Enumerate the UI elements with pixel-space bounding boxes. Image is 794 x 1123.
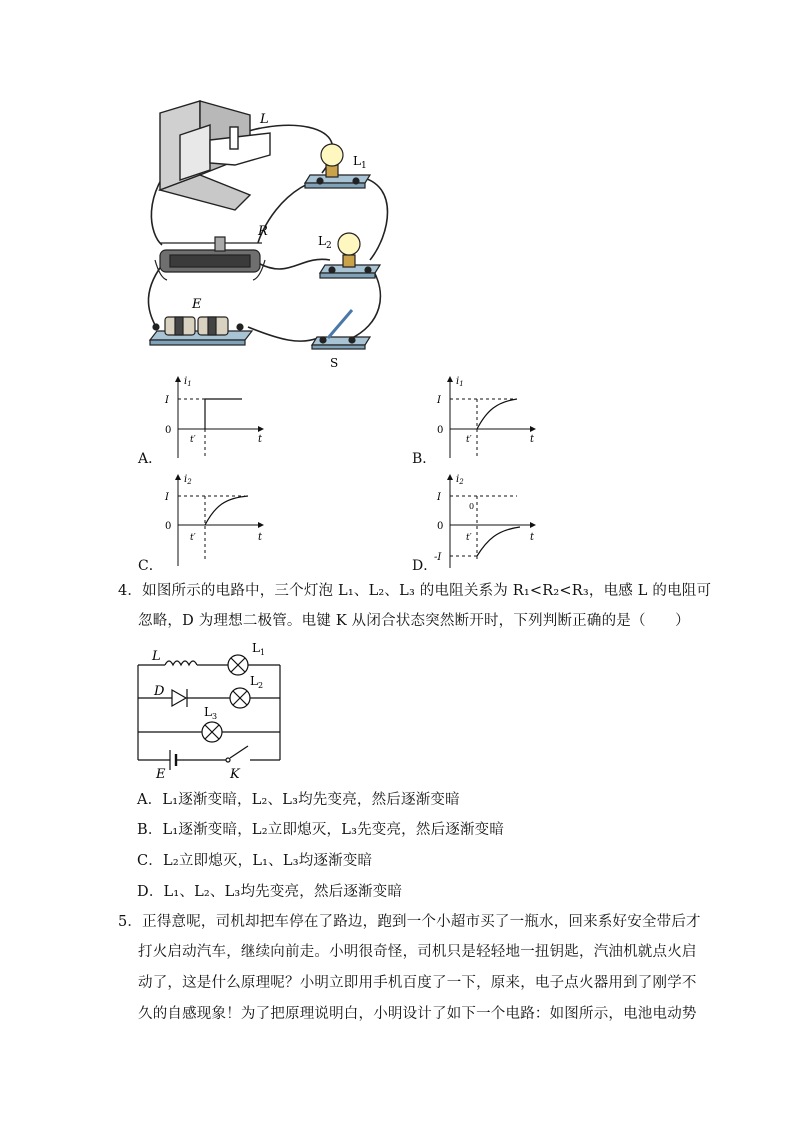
circuit-L1-label: $L_1$ — [252, 641, 266, 657]
svg-text:0: 0 — [165, 425, 172, 436]
battery — [150, 317, 252, 345]
svg-text:t: t — [530, 532, 535, 543]
svg-text:i1: $i_1$ — [456, 376, 464, 388]
switch — [312, 310, 370, 349]
q5-line1: 5．正得意呢，司机却把车停在了路边，跑到一个小超市买了一瓶水，回来系好安全带后才 — [118, 914, 701, 930]
graph-c — [160, 470, 270, 570]
svg-text:t: t — [258, 532, 263, 543]
circuit-L-label: L — [152, 649, 161, 664]
rheostat-label: R — [258, 224, 268, 239]
inductor-core — [160, 101, 270, 210]
svg-text:I: I — [165, 395, 169, 406]
q5-line4: 久的自感现象！为了把原理说明白，小明设计了如下一个电路：如图所示，电池电动势 — [138, 1006, 697, 1022]
q4-stem-line1: 4．如图所示的电路中，三个灯泡 L₁、L₂、L₃ 的电阻关系为 R₁<R₂<R₃，电感 L 的电阻可 — [118, 583, 712, 599]
graph-b — [432, 372, 542, 462]
svg-text:0: 0 — [469, 502, 475, 511]
svg-text:I: I — [437, 492, 441, 503]
option-a-label[interactable]: A． — [138, 451, 163, 467]
battery-label: E — [192, 297, 202, 312]
svg-text:i2: $i_2$ — [184, 474, 192, 486]
graph-d — [432, 470, 542, 570]
graph-a — [160, 372, 270, 462]
svg-text:t′: t′ — [190, 435, 196, 445]
svg-text:0: 0 — [437, 425, 444, 436]
q4-option-a[interactable]: A．L₁逐渐变暗，L₂、L₃均先变亮，然后逐渐变暗 — [137, 792, 460, 808]
circuit-E-label: E — [156, 767, 166, 780]
option-c-label[interactable]: C． — [138, 558, 163, 574]
svg-text:t: t — [258, 434, 263, 445]
circuit-D-label: D — [154, 684, 165, 699]
svg-text:t′: t′ — [190, 533, 196, 543]
circuit-L2-label: $L_2$ — [250, 674, 264, 690]
switch-label: S — [330, 356, 339, 370]
svg-text:-I: -I — [434, 552, 442, 563]
svg-text:t′: t′ — [466, 533, 472, 543]
q4-circuit-diagram — [130, 640, 295, 780]
circuit-L3-label: $L_3$ — [204, 705, 218, 721]
svg-text:0: 0 — [165, 521, 172, 532]
apparatus-figure — [140, 95, 400, 370]
option-b-label[interactable]: B． — [412, 451, 437, 467]
option-d-label[interactable]: D． — [412, 558, 438, 574]
circuit-K-label: K — [230, 767, 240, 780]
svg-text:t: t — [530, 434, 535, 445]
q4-stem-line2: 忽略，D 为理想二极管。电键 K 从闭合状态突然断开时，下列判断正确的是（ ） — [138, 613, 690, 629]
q5-line2: 打火启动汽车，继续向前走。小明很奇怪，司机只是轻轻地一扭钥匙，汽油机就点火启 — [138, 944, 697, 960]
inductor-label: L — [260, 112, 269, 127]
q5-line3: 动了，这是什么原理呢？小明立即用手机百度了一下，原来，电子点火器用到了刚学不 — [138, 975, 697, 991]
bulb2 — [320, 233, 380, 278]
bulb1-label: $L_1$ — [353, 154, 367, 171]
rheostat — [155, 237, 265, 280]
svg-text:0: 0 — [437, 521, 444, 532]
svg-text:i2: $i_2$ — [456, 474, 464, 486]
q4-option-c[interactable]: C．L₂立即熄灭，L₁、L₃均逐渐变暗 — [137, 853, 373, 869]
svg-text:I: I — [165, 492, 169, 503]
svg-text:t′: t′ — [466, 435, 472, 445]
svg-text:I: I — [437, 395, 441, 406]
q4-option-d[interactable]: D．L₁、L₂、L₃均先变亮，然后逐渐变暗 — [137, 884, 403, 900]
q4-option-b[interactable]: B．L₁逐渐变暗，L₂立即熄灭，L₃先变亮，然后逐渐变暗 — [137, 822, 505, 838]
svg-text:i1: $i_1$ — [184, 376, 192, 388]
bulb2-label: $L_2$ — [318, 234, 332, 251]
